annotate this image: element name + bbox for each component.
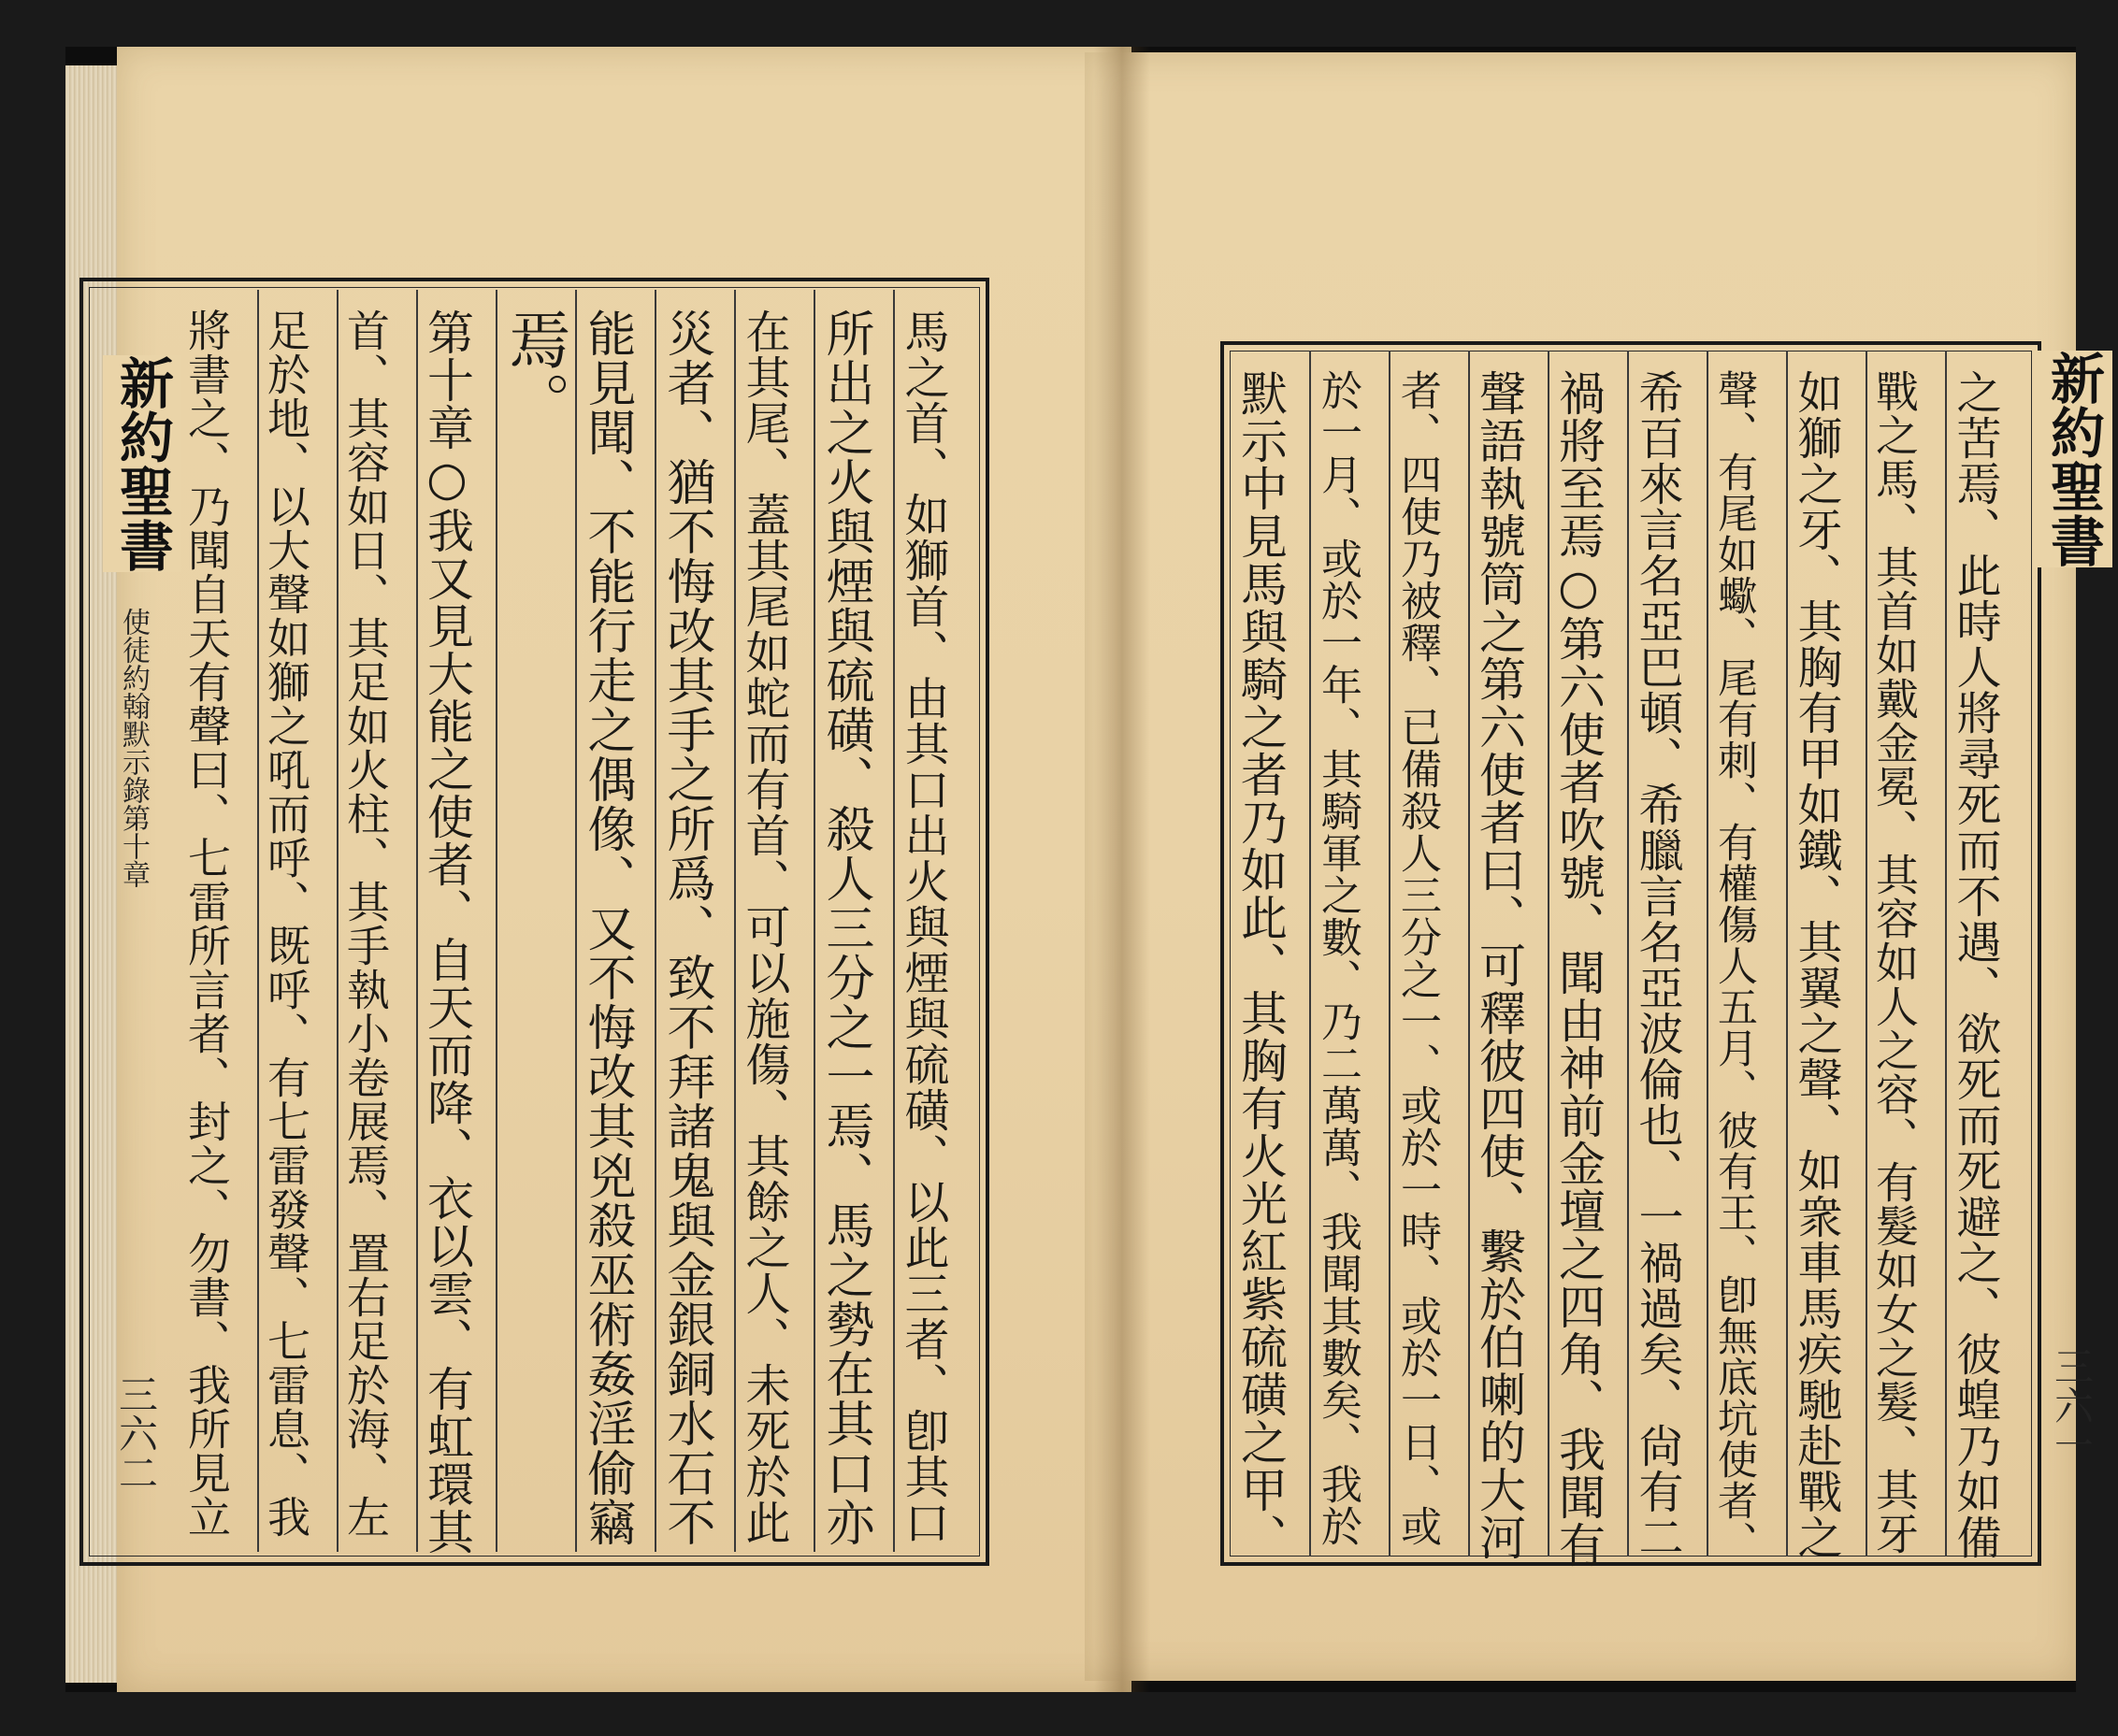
right-text-column-rule	[1309, 351, 1311, 1557]
right-text-column: 戰之馬、其首如戴金冕、其容如人之容、有髮如女之髮、其牙	[1869, 369, 1920, 1556]
right-text-column: 之苦焉、此時人將尋死而不遇、欲死而死避之、彼蝗乃如備	[1949, 369, 2001, 1560]
left-page-number: 三六二	[113, 1374, 159, 1492]
left-text-column-rule	[655, 290, 656, 1552]
right-text-column: 者、四使乃被釋、已備殺人三分之一、或於一時、或於一日、或	[1393, 369, 1441, 1547]
left-text-column: 焉。	[498, 308, 570, 434]
right-text-column-rule	[1945, 351, 1947, 1557]
left-margin-title: 新約聖書	[103, 355, 181, 572]
left-text-column: 第十章○我又見大能之使者、自天而降、衣以雲、有虹環其	[420, 308, 474, 1556]
right-text-column-rule	[1548, 351, 1549, 1557]
right-text-column: 聲語執號筒之第六使者曰、可釋彼四使、繫於伯喇的大河	[1472, 369, 1526, 1561]
right-text-column: 聲、有尾如蠍、尾有刺、有權傷人五月、彼有王、卽無底坑使者、	[1711, 369, 1758, 1562]
left-text-column-rule	[496, 290, 497, 1552]
right-text-column: 禍將至焉○第六使者吹號、聞由神前金壇之四角、我聞有	[1551, 369, 1606, 1569]
left-text-column: 能見聞、不能行走之偶像、又不悔改其兇殺巫術姦淫偷竊	[579, 308, 635, 1547]
left-margin-chapter-label: 使徒約翰默示錄第十章	[117, 608, 150, 888]
left-text-column-rule	[575, 290, 577, 1552]
left-text-column-rule	[416, 290, 418, 1552]
right-text-column: 如獅之牙、其胸有甲如鐵、其翼之聲、如衆車馬疾馳赴戰之	[1790, 369, 1842, 1560]
left-text-column: 將書之、乃聞自天有聲曰、七雷所言者、封之、勿書、我所見立	[181, 308, 232, 1539]
left-text-column: 災者、猶不悔改其手之所爲、致不拜諸鬼與金銀銅水石不	[658, 308, 714, 1547]
book-gutter	[1094, 47, 1150, 1692]
left-text-column-rule	[814, 290, 815, 1552]
left-text-column: 所出之火與煙與硫磺、殺人三分之一焉、馬之勢在其口亦	[817, 308, 873, 1547]
left-text-column: 馬之首、如獅首、由其口出火與煙與硫磺、以此三者、卽其口	[897, 308, 949, 1545]
right-text-column-rule	[1468, 351, 1470, 1557]
right-text-column-rule	[1866, 351, 1867, 1557]
right-text-column-rule	[1389, 351, 1390, 1557]
right-text-column-rule	[1786, 351, 1788, 1557]
left-text-column-rule	[337, 290, 339, 1552]
right-text-column: 默示中見馬與騎之者乃如此、其胸有火光紅紫硫磺之甲、	[1233, 369, 1288, 1561]
left-text-column: 在其尾、蓋其尾如蛇而有首、可以施傷、其餘之人、未死於此	[738, 308, 790, 1545]
right-text-column-rule	[1627, 351, 1629, 1557]
right-text-column: 於一月、或於一年、其騎軍之數、乃二萬萬、我聞其數矣、我於	[1314, 369, 1362, 1547]
right-text-column: 希百來言名亞巴頓、希臘言名亞波倫也、一禍過矣、尙有二	[1631, 369, 1683, 1560]
left-text-column: 首、其容如日、其足如火柱、其手執小卷展焉、置右足於海、左	[340, 308, 391, 1539]
left-text-column-rule	[893, 290, 895, 1552]
right-text-column-rule	[1707, 351, 1708, 1557]
right-margin-title: 新約聖書	[2034, 351, 2112, 567]
left-text-column: 足於地、以大聲如獅之吼而呼、既呼、有七雷發聲、七雷息、我	[261, 308, 311, 1539]
left-text-column-rule	[257, 290, 259, 1552]
right-page-number: 三六一	[2049, 1346, 2095, 1464]
left-text-column-rule	[734, 290, 736, 1552]
